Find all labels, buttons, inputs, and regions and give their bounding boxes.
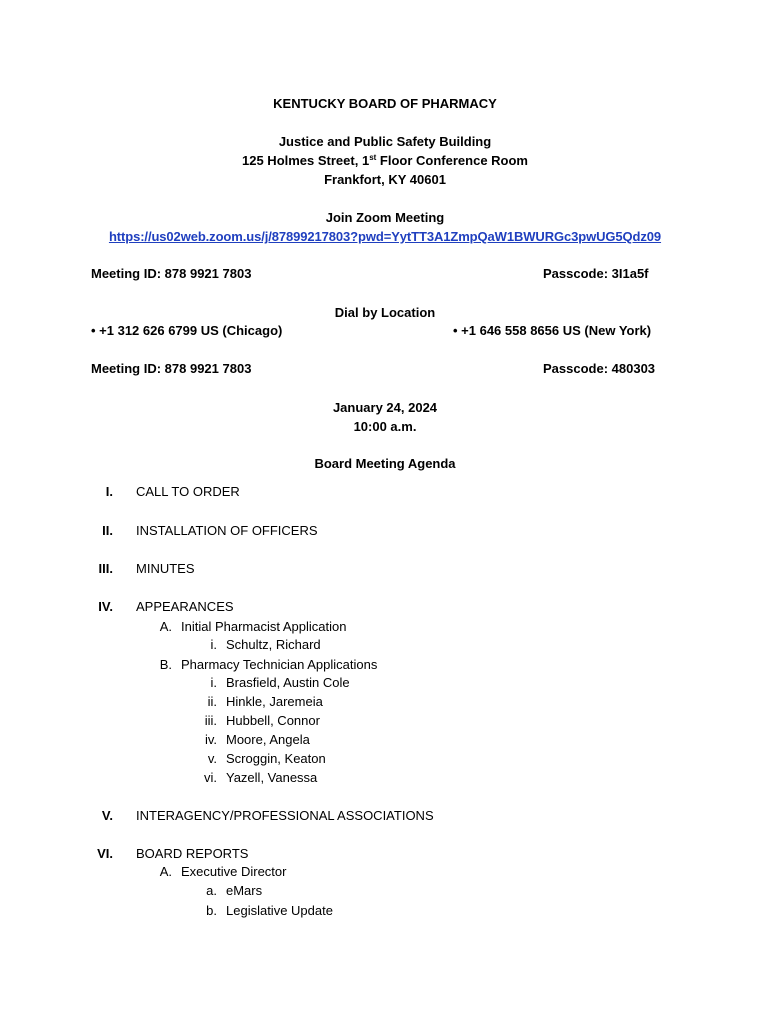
datetime-block [0,398,770,436]
meeting-time: 10:00 a.m. [353,419,417,434]
list-marker: iv. [204,732,217,747]
meeting-date: January 24, 2024 [332,400,438,415]
applicant-name: Hubbell, Connor [226,713,320,728]
section-appearances: APPEARANCES [136,599,234,614]
dial-meeting-id: Meeting ID: 878 9921 7803 [91,361,252,376]
section-call-to-order: CALL TO ORDER [136,484,240,499]
subsection-marker: B. [159,657,172,672]
agenda-title-block [0,454,770,473]
section-numeral: IV. [98,599,113,614]
list-marker: i. [210,637,217,652]
dial-chicago: • +1 312 626 6799 US (Chicago) [91,323,283,338]
header-block [0,94,770,113]
section-numeral: I. [105,484,113,499]
list-marker: a. [206,883,217,898]
zoom-passcode: Passcode: 3I1a5f [543,266,649,281]
dial-heading-block [0,303,770,322]
org-title: KENTUCKY BOARD OF PHARMACY [273,96,497,111]
list-marker: ii. [207,694,217,709]
dial-heading: Dial by Location [334,305,436,320]
section-board-reports: BOARD REPORTS [136,846,249,861]
location-block [0,132,770,189]
section-interagency: INTERAGENCY/PROFESSIONAL ASSOCIATIONS [136,808,434,823]
zoom-heading: Join Zoom Meeting [325,210,445,225]
subsection-initial-pharmacist: Initial Pharmacist Application [181,619,347,634]
section-installation-of-officers: INSTALLATION OF OFFICERS [136,523,318,538]
street-address: 125 Holmes Street, 1st Floor Conference Room [242,153,528,168]
section-numeral: III. [98,561,113,576]
zoom-link[interactable]: https://us02web.zoom.us/j/87899217803?pwd=YytTT3A1ZmpQaW1BWURGc3pwUG5Qdz09 [108,229,662,244]
subsection-executive-director: Executive Director [181,864,287,879]
applicant-name: Yazell, Vanessa [226,770,318,785]
zoom-block [0,208,770,246]
subsection-technician-applications: Pharmacy Technician Applications [181,657,378,672]
applicant-name: Hinkle, Jaremeia [226,694,323,709]
list-marker: v. [207,751,217,766]
section-numeral: V. [101,808,113,823]
list-marker: i. [210,675,217,690]
subsection-marker: A. [159,864,172,879]
building-name: Justice and Public Safety Building [278,134,492,149]
section-minutes: MINUTES [136,561,195,576]
applicant-name: Moore, Angela [226,732,310,747]
agenda-title: Board Meeting Agenda [314,456,456,471]
dial-passcode: Passcode: 480303 [543,361,656,376]
report-item: eMars [226,883,263,898]
subsection-marker: A. [159,619,172,634]
list-marker: iii. [204,713,217,728]
zoom-meeting-id: Meeting ID: 878 9921 7803 [91,266,252,281]
dial-new-york: • +1 646 558 8656 US (New York) [453,323,652,338]
applicant-name: Scroggin, Keaton [226,751,326,766]
list-marker: b. [206,903,217,918]
list-marker: vi. [204,770,217,785]
applicant-name: Schultz, Richard [226,637,321,652]
section-numeral: VI. [97,846,113,861]
city-line: Frankfort, KY 40601 [324,172,446,187]
section-numeral: II. [102,523,113,538]
report-item: Legislative Update [226,903,333,918]
applicant-name: Brasfield, Austin Cole [226,675,350,690]
